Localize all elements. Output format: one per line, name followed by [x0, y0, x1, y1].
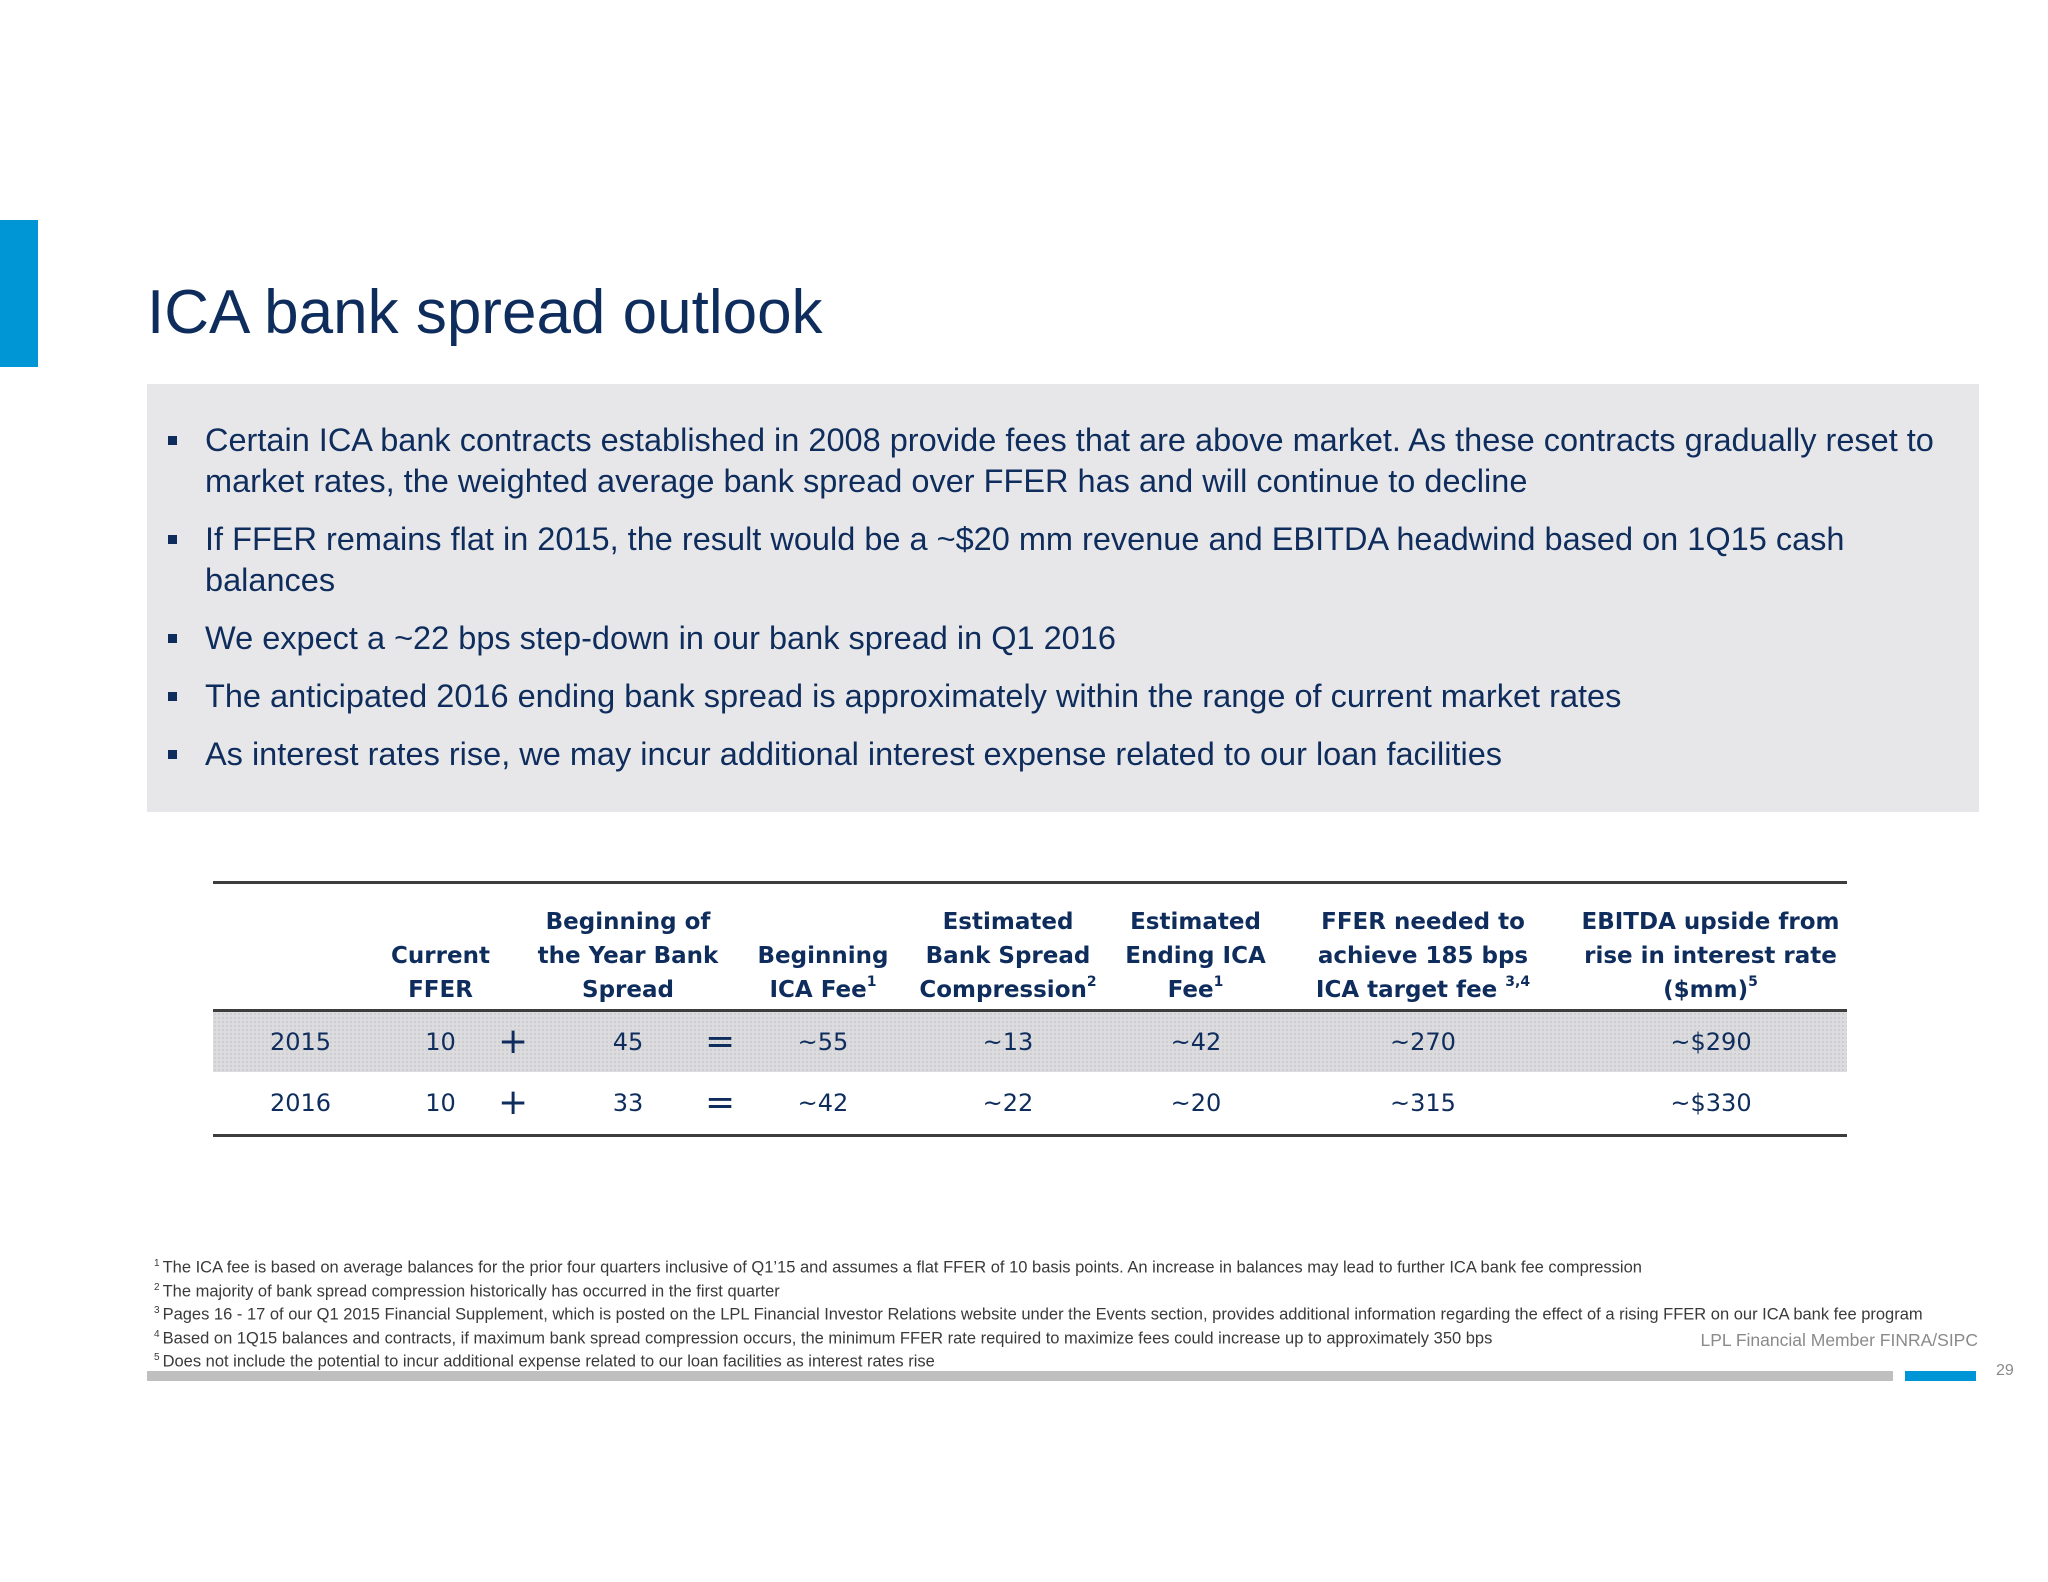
- header-compression: Estimated Bank Spread Compression$^2$: [919, 909, 1097, 1003]
- square-bullet-icon: [168, 436, 177, 445]
- plus-operator: +: [498, 1021, 529, 1062]
- cell-ending-fee: ~20: [1170, 1089, 1222, 1117]
- cell-current-ffer: 10: [425, 1089, 456, 1117]
- footer-rule: [147, 1371, 1893, 1381]
- cell-beginning-spread: 45: [612, 1028, 644, 1056]
- cell-ebitda-upside: ~$290: [1670, 1028, 1752, 1056]
- accent-bar: [0, 220, 38, 367]
- header-beginning-spread: Beginning of the Year Bank Spread: [537, 909, 719, 1003]
- square-bullet-icon: [168, 750, 177, 759]
- header-ebitda-upside: EBITDA upside from rise in interest rate ($mm)$^5$: [1581, 909, 1840, 1003]
- cell-year: 2015: [269, 1028, 332, 1056]
- header-beginning-fee: Beginning ICA Fee$^1$: [757, 943, 889, 1003]
- table-top-rule: [213, 881, 1847, 884]
- cell-ending-fee: ~42: [1170, 1028, 1222, 1056]
- cell-compression: ~13: [982, 1028, 1034, 1056]
- square-bullet-icon: [168, 692, 177, 701]
- equals-operator: =: [705, 1021, 736, 1062]
- footer-accent-bar: [1905, 1371, 1976, 1381]
- bullet-item: As interest rates rise, we may incur additional interest expense related to our loan facilities: [205, 734, 1965, 775]
- bullet-item: The anticipated 2016 ending bank spread is approximately within the range of current market rates: [205, 676, 1965, 717]
- bullet-panel: [147, 384, 1979, 812]
- footnotes: [154, 1254, 2034, 1372]
- bullet-item: If FFER remains flat in 2015, the result would be a ~$20 mm revenue and EBITDA headwind based on 1Q15 cash balances: [205, 519, 1965, 601]
- square-bullet-icon: [168, 634, 177, 643]
- cell-beginning-fee: ~55: [797, 1028, 849, 1056]
- cell-beginning-fee: ~42: [797, 1089, 849, 1117]
- cell-current-ffer: 10: [425, 1028, 456, 1056]
- bullet-list: [205, 420, 1965, 792]
- cell-beginning-spread: 33: [612, 1089, 644, 1117]
- footnote: $^5$ Does not include the potential to incur additional expense related to our loan facilities as interest rates rise: [154, 1352, 935, 1371]
- bullet-item: Certain ICA bank contracts established in 2008 provide fees that are above market. As these contracts gradually reset to market rates, the weighted average bank spread over FFER has and will continue to decline: [205, 420, 1965, 502]
- footnote: $^2$ The majority of bank spread compression historically has occurred in the first quarter: [154, 1281, 780, 1300]
- brand-disclosure: LPL Financial Member FINRA/SIPC: [1700, 1330, 1978, 1350]
- square-bullet-icon: [168, 535, 177, 544]
- cell-compression: ~22: [982, 1089, 1034, 1117]
- equals-operator: =: [705, 1082, 736, 1123]
- page-title: ICA bank spread outlook: [147, 278, 823, 347]
- header-ending-fee: Estimated Ending ICA Fee$^1$: [1125, 909, 1266, 1003]
- cell-year: 2016: [269, 1089, 332, 1117]
- plus-operator: +: [498, 1082, 529, 1123]
- footnote: $^4$ Based on 1Q15 balances and contracts, if maximum bank spread compression occurs, the minimum FFER rate required to maximize fees could increase up to approximately 350 bps: [154, 1328, 1493, 1347]
- bullet-item: We expect a ~22 bps step-down in our bank spread in Q1 2016: [205, 618, 1965, 659]
- header-current-ffer: Current FFER: [391, 943, 490, 1003]
- page-number: 29: [1996, 1362, 2014, 1379]
- footnote: $^3$ Pages 16 - 17 of our Q1 2015 Financial Supplement, which is posted on the LPL Financial Investor Relations website under the Events section, provides additional information regarding the effect of a rising FFER on our ICA bank fee program: [154, 1305, 1923, 1324]
- footnote: $^1$ The ICA fee is based on average balances for the prior four quarters inclusive of Q1’15 and assumes a flat FFER of 10 basis points. An increase in balances may lead to further ICA bank fee compression: [154, 1258, 1642, 1277]
- table-header-rule: [213, 1009, 1847, 1012]
- cell-ffer-needed: ~270: [1390, 1028, 1456, 1056]
- header-ffer-needed: FFER needed to achieve 185 bps ICA target fee $^{3,4}$: [1315, 909, 1531, 1003]
- table-bottom-rule: [213, 1134, 1847, 1137]
- cell-ebitda-upside: ~$330: [1670, 1089, 1752, 1117]
- cell-ffer-needed: ~315: [1390, 1089, 1456, 1117]
